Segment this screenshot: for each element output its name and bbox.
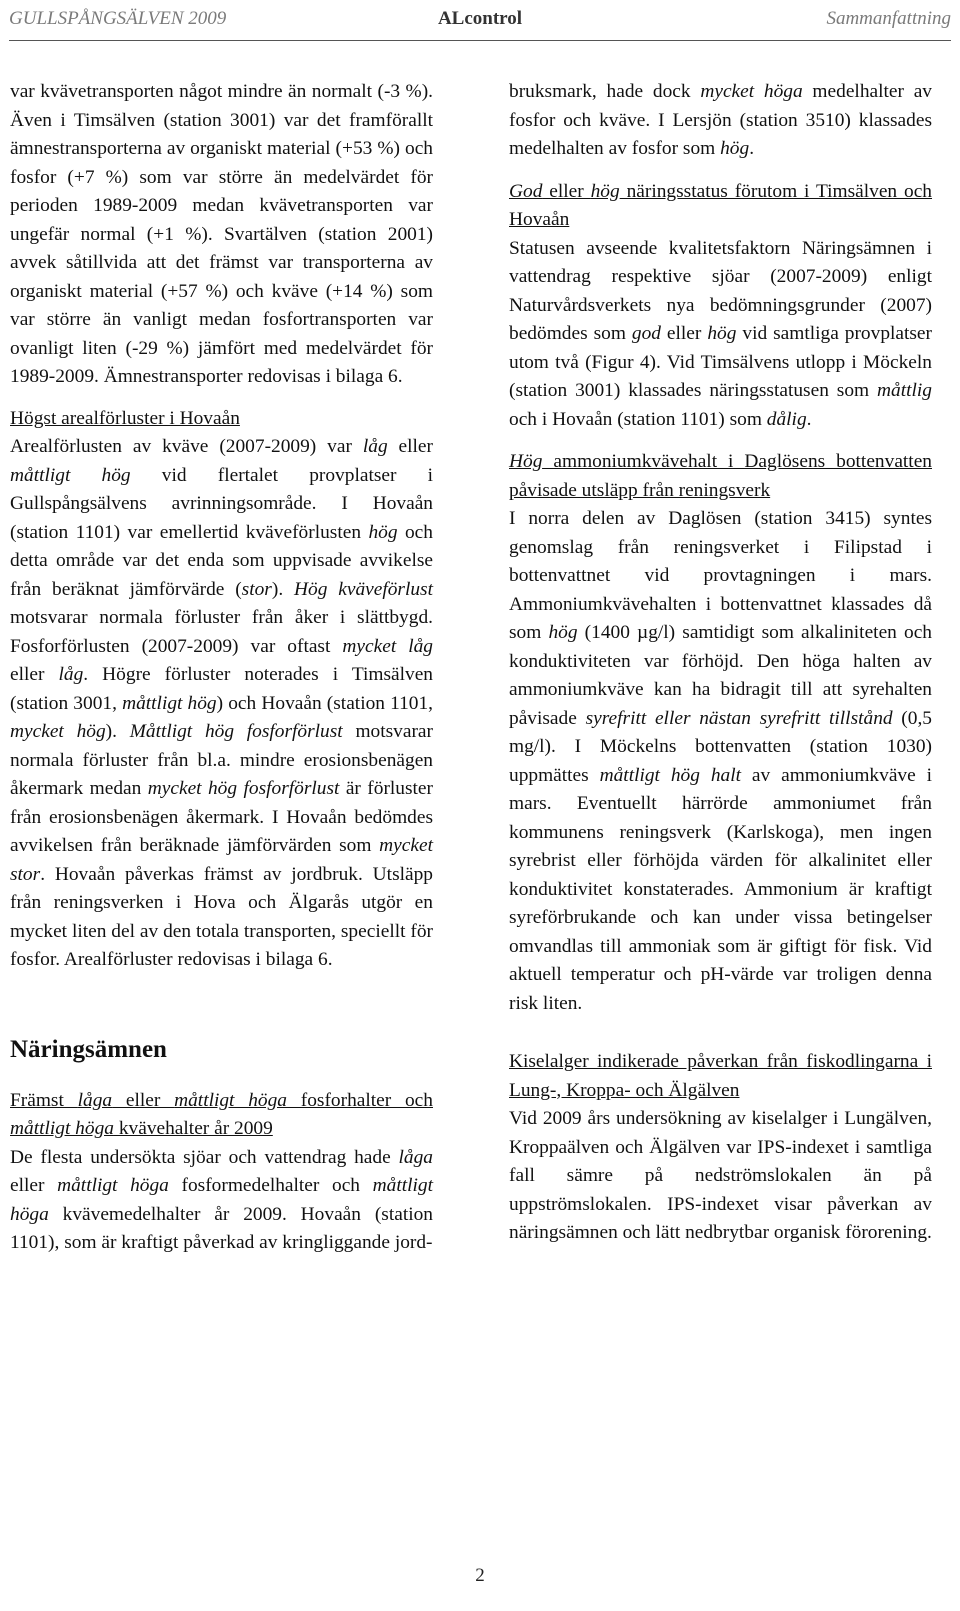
paragraph-transport: var kvävetransporten något mindre än normalt (-3 %). Även i Timsälven (station 3001) var det framförallt ämnestransporterna av organiskt material (+53 %) och fosfor (+7 %) som var större än medelvärdet för perioden 1989-2009 medan kvävetransporten var ungefär normal (+1 %). Svartälven (station 2001) avvek såtillvida att det främst var transporterna av organiskt material (+57 %) och kväve (+14 %) som var större än vanligt medan fosfortransporten var ovanligt liten (-29 %) jämfört med medelvärdet för 1989-2009. Ämnestransporter redovisas i bilaga 6. [10, 81, 433, 387]
paragraph-naringsstatus: Statusen avseende kvalitetsfaktorn Näringsämnen i vattendrag respektive sjöar (2007-2009) enligt Naturvårdsverkets nya bedömningsgrunder (2007) bedömdes som god eller hög vid samtliga provplatser utom två (Figur 4). Vid Timsälvens utlopp i Möckeln (station 3001) klassades näringsstatusen som måttlig och i Hovaån (station 1101) som dålig. [509, 237, 932, 430]
header-left-title: GULLSPÅNGSÄLVEN 2009 [9, 8, 227, 29]
heading-ammonium: Hög ammoniumkvävehalt i Daglösens bottenvatten påvisade utsläpp från reningsverk [509, 451, 932, 501]
paragraph-arealforluster: Arealförlusten av kväve (2007-2009) var låg eller måttligt hög vid flertalet provplatser i Gullspångsälvens avrinningsområde. I Hovaån (station 1101) var emellertid kväveförlusten hög och detta område var det enda som uppvisade avvikelse från beräknat jämförvärde (stor). Hög kväveförlust motsvarar normala förluster från åker i slättbygd. Fosforförlusten (2007-2009) var oftast mycket låg eller låg. Högre förluster noterades i Timsälven (station 3001, måttligt hög) och Hovaån (station 1101, mycket hög). Måttligt hög fosforförlust motsvarar normala förluster från bl.a. mindre erosionsbenägen åkermark medan mycket hög fosforförlust är förluster från erosionsbenägen åkermark. I Hovaån bedömdes avvikelsen från beräknade jämförvärden som mycket stor. Hovaån påverkas främst av jordbruk. Utsläpp från reningsverken i Hova och Älgarås utgör en mycket liten del av den totala transporten, speciellt för fosfor. Arealförluster redovisas i bilaga 6. [10, 436, 434, 970]
paragraph-kiselalger: Vid 2009 års undersökning av kiselalger i Lungälven, Kroppaälven och Älgälven var IPS-indexet i samtliga fall sämre på nedströmslokalen än på uppströmslokalen. IPS-indexet visar påverkan av näringsämnen och lätt nedbrytbar organisk förorening. [509, 1108, 932, 1243]
left-column [10, 78, 433, 1258]
heading-naringsstatus: God eller hög näringsstatus förutom i Timsälven och Hovaån [509, 180, 933, 230]
header-center-title: ALcontrol [437, 8, 523, 29]
page-header [9, 0, 951, 41]
right-column [509, 78, 932, 1248]
paragraph-fosforhalter: De flesta undersökta sjöar och vattendrag hade låga eller måttligt höga fosformedelhalter och måttligt höga kvävemedelhalter år 2009. Hovaån (station 1101), som är kraftigt påverkad av kringliggande jord- [10, 1146, 433, 1253]
paragraph-ammonium: I norra delen av Daglösen (station 3415) syntes genomslag från reningsverket i Filipstad i bottenvattnet vid provtagningen i mars. Ammoniumkvävehalten i bottenvattnet klassades då som hög (1400 µg/l) samtidigt som alkaliniteten och konduktiviteten var förhöjd. Den höga halten av ammoniumkväve kan ha bidragit till att syrehalten påvisade syrefritt eller nästan syrefritt tillstånd (0,5 mg/l). I Möckelns bottenvatten (station 1030) uppmättes måttligt hög halt av ammoniumkväve i mars. Eventuellt härrörde ammoniumet från kommunens reningsverk (Karlskoga), men ingen syrebrist eller förhöjda värden för alkalinitet eller konduktivitet konstaterades. Ammonium är kraftigt syreförbrukande och kan under vissa betingelser omvandlas till ammoniak som är giftigt för fisk. Vid aktuell temperatur och pH-värde var troligen denna risk liten. [509, 508, 933, 1014]
header-right-title: Sammanfattning [826, 8, 951, 29]
section-title: Näringsämnen [10, 1035, 167, 1063]
page-number: 2 [475, 1565, 485, 1586]
heading-fosforhalter: Främst låga eller måttligt höga fosforhalter och måttligt höga kvävehalter år 2009 [10, 1089, 433, 1139]
paragraph-jordbruksmark: bruksmark, hade dock mycket höga medelhalter av fosfor och kväve. I Lersjön (station 3510) klassades medelhalten av fosfor som hög. [509, 81, 933, 159]
heading-kiselalger: Kiselalger indikerade påverkan från fiskodlingarna i Lung-, Kroppa- och Älgälven [509, 1051, 932, 1101]
heading-arealforluster: Högst arealförluster i Hovaån [10, 407, 240, 429]
